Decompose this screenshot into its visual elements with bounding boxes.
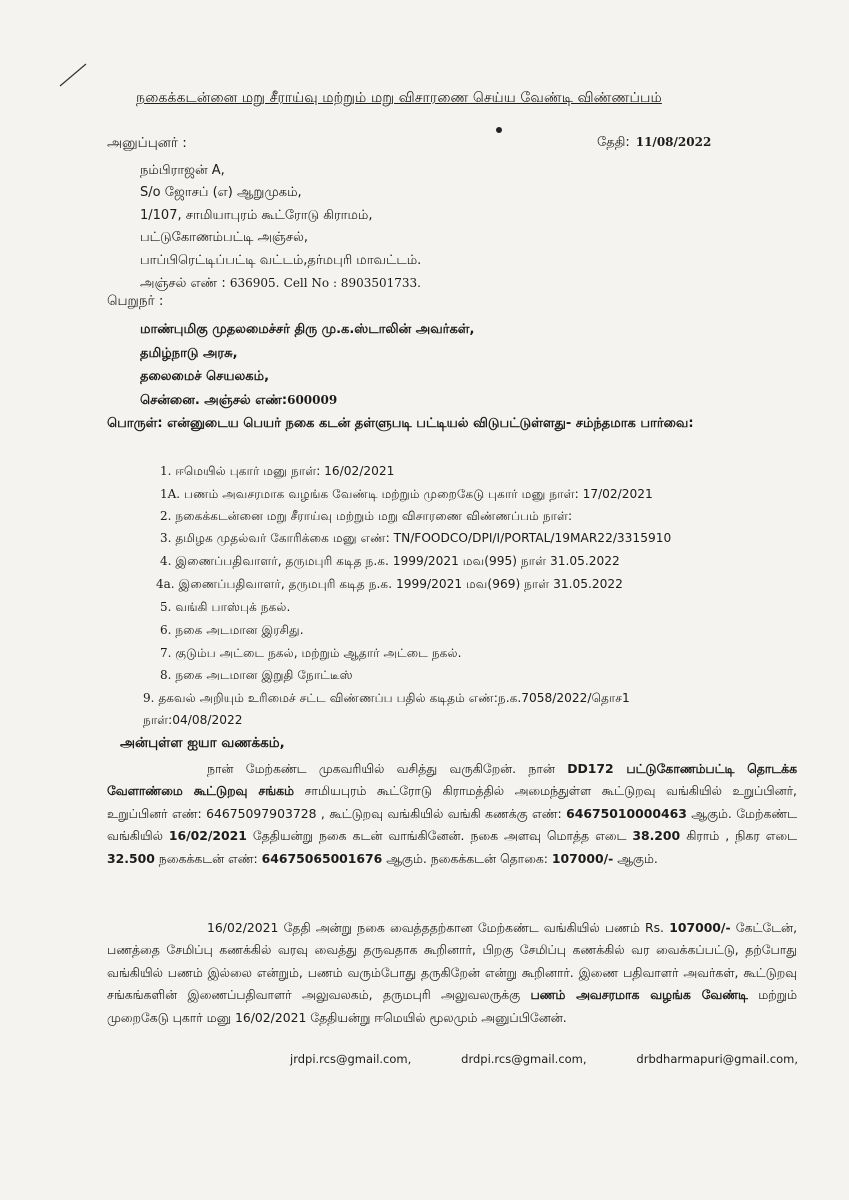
email-list	[290, 1052, 798, 1066]
reference-item: 8. நகை அடமான இறுதி நோட்டீஸ்	[160, 668, 353, 682]
date-value: 11/08/2022	[635, 135, 712, 149]
reference-item: 3. தமிழக முதல்வர் கோரிக்கை மனு எண்: TN/FOODCO/DPI/I/PORTAL/19MAR22/3315910	[160, 531, 672, 545]
greeting: அன்புள்ள ஐயா வணக்கம்,	[120, 735, 285, 751]
email-address: drdpi.rcs@gmail.com,	[461, 1052, 587, 1066]
sender-pincode: 636905.	[229, 276, 280, 291]
sender-pincode-line	[140, 272, 421, 295]
sender-line: பாப்பிரெட்டிப்பட்டி வட்டம்,தர்மபுரி மாவட்டம்.	[140, 252, 422, 268]
pen-stroke-mark	[58, 62, 88, 88]
email-address: jrdpi.rcs@gmail.com,	[290, 1052, 412, 1066]
ink-dot	[496, 127, 502, 133]
reference-item: 6. நகை அடமான இரசிது.	[160, 623, 304, 637]
email-address: drbdharmapuri@gmail.com,	[636, 1052, 798, 1066]
reference-item: 7. குடும்ப அட்டை நகல், மற்றும் ஆதார் அட்டை நகல்.	[160, 646, 462, 660]
reference-item: 5. வங்கி பாஸ்புக் நகல்.	[160, 600, 291, 614]
subject-line: பொருள்: என்னுடைய பெயர் நகை கடன் தள்ளுபடி பட்டியல் விடுபட்டுள்ளது- சம்ந்தமாக பார்வை:	[107, 416, 694, 431]
sender-address	[140, 160, 421, 295]
date-label: தேதி:	[597, 135, 630, 150]
receiver-line: தலைமைச் செயலகம்,	[140, 369, 270, 384]
sender-line: பட்டுகோணம்பட்டி அஞ்சல்,	[140, 230, 308, 246]
sender-line: நம்பிராஜன் A,	[140, 163, 225, 178]
receiver-line: தமிழ்நாடு அரசு,	[140, 345, 238, 361]
date-line	[597, 135, 711, 151]
reference-item-date: நாள்:04/08/2022	[143, 713, 243, 727]
reference-item: 1. ஈமெயில் புகார் மனு நாள்: 16/02/2021	[160, 464, 395, 478]
body-paragraph-1: நான் மேற்கண்ட முகவரியில் வசித்து வருகிறேன். நான் DD172 பட்டுகோணம்பட்டி தொடக்க வேளாண்மை கூட்டுறவு சங்கம் சாமியபுரம் கூட்ரோடு கிராமத்தில் அமைந்துள்ள கூட்டுறவு வங்கியில் உறுப்பினர், உறுப்பினர் எண்: 64675097903728 , கூட்டுறவு வங்கியில் வங்கி கணக்கு எண்: 64675010000463 ஆகும். மேற்கண்ட வங்கியில் 16/02/2021 தேதியன்று நகை கடன் வாங்கினேன். நகை அளவு மொத்த எடை 38.200 கிராம் , நிகர எடை 32.500 நகைக்கடன் எண்: 64675065001676 ஆகும். நகைக்கடன் தொகை: 107000/- ஆகும்.	[107, 761, 798, 866]
body-paragraph-2: 16/02/2021 தேதி அன்று நகை வைத்ததற்கான மேற்கண்ட வங்கியில் பணம் Rs. 107000/- கேட்டேன், பணத்தை சேமிப்பு கணக்கில் வரவு வைத்து தருவதாக கூறினார், பிறகு சேமிப்பு கணக்கில் வர வைக்கப்பட்டு, தற்போது வங்கியில் பணம் இல்லை என்றும், பணம் வரும்போது தருகிறேன் என்று கூறினார். இணை பதிவாளர் அவர்கள், கூட்டுறவு சங்கங்களின் இணைப்பதிவாளர் அலுவலகம், தருமபுரி அலுவலருக்கு பணம் அவசரமாக வழங்க வேண்டி மற்றும் முறைகேடு புகார் மனு 16/02/2021 தேதியன்று ஈமெயில் மூலமும் அனுப்பினேன்.	[107, 920, 798, 1025]
sender-label: அனுப்புனர் :	[107, 135, 187, 151]
pincode-label: அஞ்சல் எண் :	[140, 276, 226, 292]
reference-item: 4a. இணைப்பதிவாளர், தருமபுரி கடித ந.க. 1999/2021 மவ(969) நாள் 31.05.2022	[156, 577, 623, 591]
reference-item: 2. நகைக்கடன்னை மறு சீராய்வு மற்றும் மறு விசாரணை விண்ணப்பம் நாள்:	[160, 509, 573, 523]
sender-line: 1/107, சாமியாபுரம் கூட்ரோடு கிராமம்,	[140, 207, 373, 223]
receiver-address	[140, 318, 474, 412]
document-title: நகைக்கடன்னை மறு சீராய்வு மற்றும் மறு விசாரணை செய்ய வேண்டி விண்ணப்பம்	[136, 90, 662, 106]
receiver-city: சென்னை. அஞ்சல் எண்:	[140, 392, 288, 408]
reference-item: 9. தகவல் அறியும் உரிமைச் சட்ட விண்ணப்ப பதில் கடிதம் எண்:ந.க.7058/2022/தொச1	[143, 691, 630, 705]
sender-cell: Cell No : 8903501733.	[283, 276, 421, 291]
sender-line: S/o ஜோசப் (எ) ஆறுமுகம்,	[140, 185, 302, 201]
reference-item: 4. இணைப்பதிவாளர், தருமபுரி கடித ந.க. 1999/2021 மவ(995) நாள் 31.05.2022	[160, 554, 620, 568]
reference-item: 1A. பணம் அவசரமாக வழங்க வேண்டி மற்றும் முறைகேடு புகார் மனு நாள்: 17/02/2021	[160, 487, 653, 501]
receiver-pincode: 600009	[287, 392, 338, 407]
receiver-last-line	[140, 389, 474, 413]
receiver-label: பெறுநர் :	[107, 293, 164, 309]
receiver-line: மாண்புமிகு முதலமைச்சர் திரு மு.க.ஸ்டாலின் அவர்கள்,	[140, 322, 475, 337]
